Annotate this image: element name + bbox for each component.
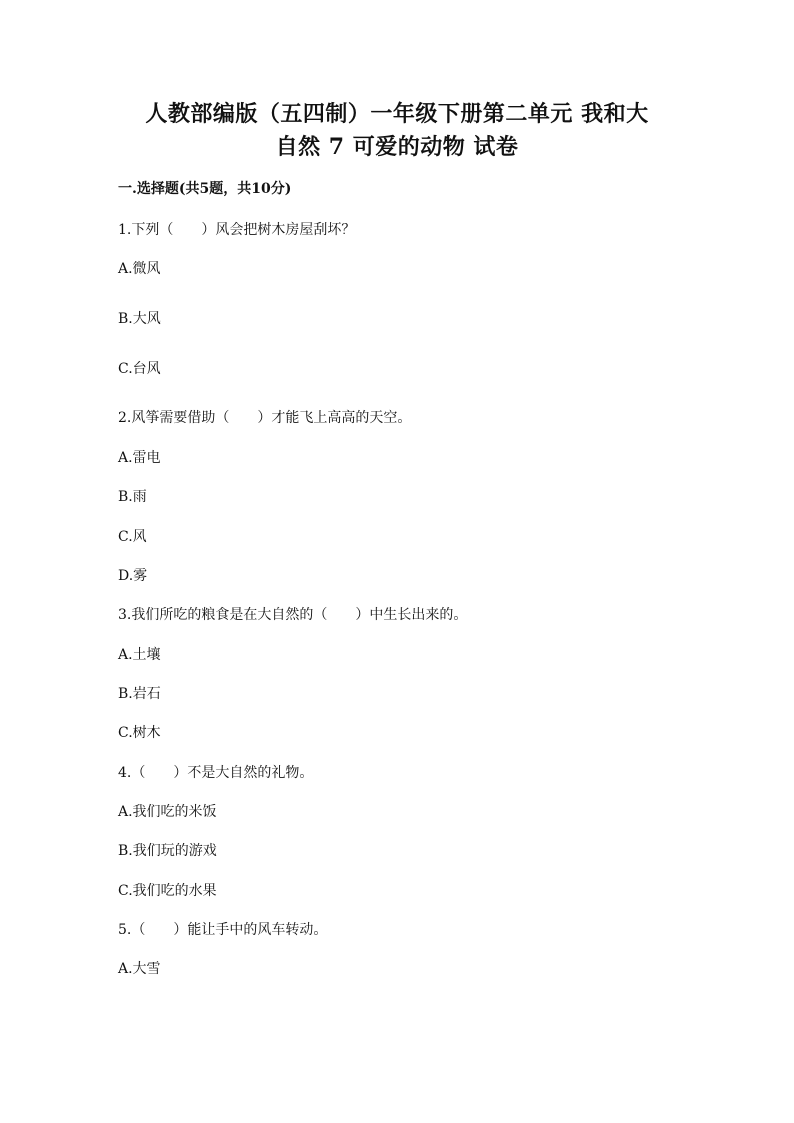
question-4-option-c: C.我们吃的水果 (118, 883, 217, 899)
question-1-stem: 1.下列（ ）风会把树木房屋刮坏？ (118, 222, 356, 238)
document-title-line-1: 人教部编版（五四制）一年级下册第二单元 我和大 (145, 101, 649, 127)
question-4-stem: 4.（ ）不是大自然的礼物。 (118, 765, 314, 781)
question-5-option-a: A.大雪 (118, 961, 161, 977)
question-2-option-b: B.雨 (118, 489, 147, 505)
question-3-option-b: B.岩石 (118, 686, 161, 702)
question-2-option-c: C.风 (118, 529, 147, 545)
question-3-option-c: C.树木 (118, 725, 161, 741)
question-2-option-a: A.雷电 (118, 450, 161, 466)
section-heading: 一.选择题(共5题，共10分) (118, 181, 292, 197)
question-3-stem: 3.我们所吃的粮食是在大自然的（ ）中生长出来的。 (118, 607, 468, 623)
question-2-option-d: D.雾 (118, 568, 148, 584)
question-4-option-a: A.我们吃的米饭 (118, 804, 217, 820)
question-4-option-b: B.我们玩的游戏 (118, 843, 217, 859)
question-2-stem: 2.风筝需要借助（ ）才能飞上高高的天空。 (118, 410, 412, 426)
question-1-option-a: A.微风 (118, 261, 161, 277)
question-5-stem: 5.（ ）能让手中的风车转动。 (118, 922, 328, 938)
document-title-line-2: 自然 7 可爱的动物 试卷 (275, 134, 519, 160)
question-1-option-b: B.大风 (118, 311, 161, 327)
question-3-option-a: A.土壤 (118, 647, 161, 663)
question-1-option-c: C.台风 (118, 361, 161, 377)
